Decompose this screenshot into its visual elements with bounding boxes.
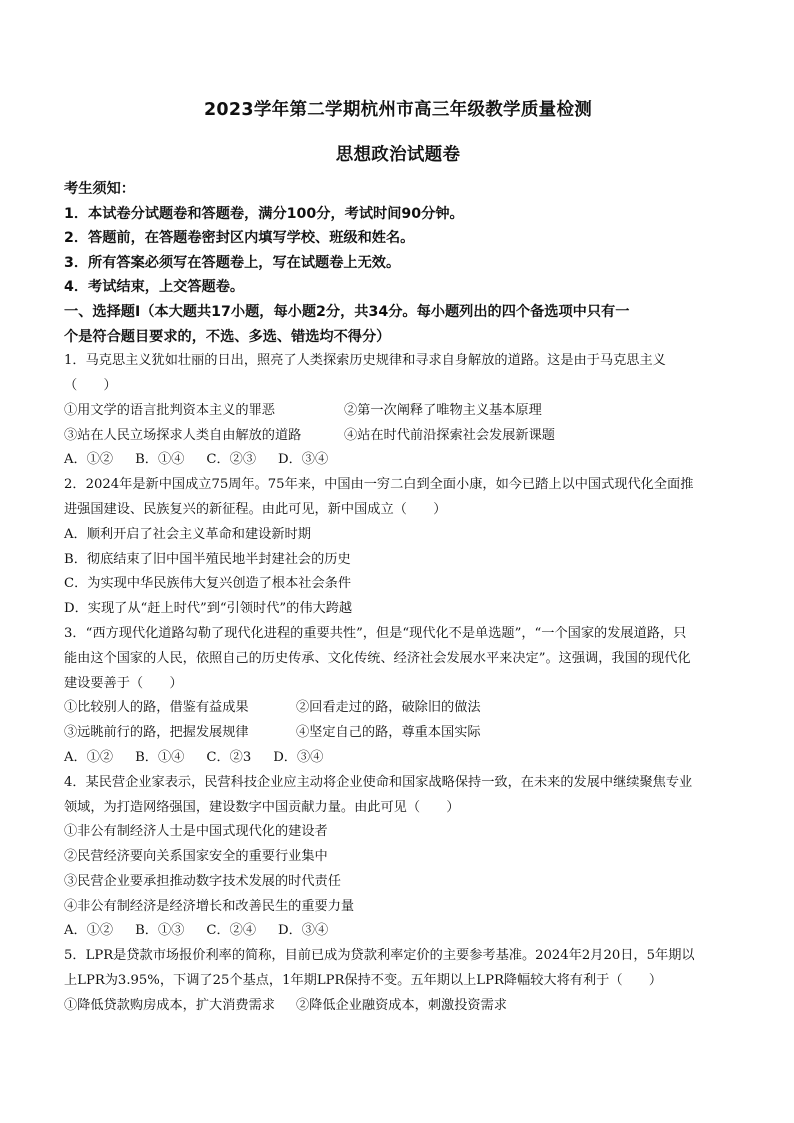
answer-choices xyxy=(64,919,732,944)
answer-choice: D．③④ xyxy=(278,452,329,468)
option: C．为实现中华民族伟大复兴创造了根本社会条件 xyxy=(64,576,352,592)
question-stem: 2．2024年是新中国成立75周年。75年来，中国由一穷二白到全面小康，如今已踏上以中国式现代化全面推 xyxy=(64,477,694,493)
option: ①降低贷款购房成本，扩大消费需求 xyxy=(64,997,275,1013)
answer-choice: A．①② xyxy=(64,452,114,468)
option: ③远眺前行的路，把握发展规律 xyxy=(64,725,249,741)
question-stem: 3．“西方现代化道路勾勒了现代化进程的重要共性”，但是“现代化不是单选题”，“一个国家的发展道路，只 xyxy=(64,625,687,641)
option: ④非公有制经济是经济增长和改善民生的重要力量 xyxy=(64,898,355,914)
option: ②第一次阐释了唯物主义基本原理 xyxy=(344,402,542,418)
notice-item: 4．考试结束，上交答题卷。 xyxy=(64,279,245,296)
option: ①非公有制经济人士是中国式现代化的建设者 xyxy=(64,824,328,840)
option: D．实现了从“赶上时代”到“引领时代”的伟大跨越 xyxy=(64,601,353,617)
question-2 xyxy=(64,473,732,622)
answer-choice: C．②④ xyxy=(206,923,257,939)
exam-subtitle: 思想政治试题卷 xyxy=(335,145,461,165)
option: ②民营经济要向关系国家安全的重要行业集中 xyxy=(64,849,328,865)
option-row xyxy=(64,994,732,1019)
question-3 xyxy=(64,622,732,771)
question-stem: 进强国建设、民族复兴的新征程。由此可见，新中国成立（ ） xyxy=(64,501,447,517)
question-5 xyxy=(64,944,732,1018)
question-stem: 建设要善于（ ） xyxy=(64,675,183,691)
option: ③民营企业要承担推动数字技术发展的时代责任 xyxy=(64,873,341,889)
question-1 xyxy=(64,349,732,473)
section-heading xyxy=(64,300,732,349)
notice-heading: 考生须知： xyxy=(64,181,135,197)
option: ④站在时代前沿探索社会发展新课题 xyxy=(344,427,555,443)
question-4 xyxy=(64,771,732,945)
question-stem: 4．某民营企业家表示，民营科技企业应主动将企业使命和国家战略保持一致，在未来的发展中继续聚焦专业 xyxy=(64,774,693,790)
answer-choices xyxy=(64,448,732,473)
question-stem: 1．马克思主义犹如壮丽的日出，照亮了人类探索历史规律和寻求自身解放的道路。这是由于马克思主义 xyxy=(64,353,666,369)
notice-item: 3．所有答案必须写在答题卷上，写在试题卷上无效。 xyxy=(64,254,401,271)
notice-item: 1．本试卷分试题卷和答题卷，满分100分，考试时间90分钟。 xyxy=(64,205,464,222)
question-stem: 5．LPR是贷款市场报价利率的简称，目前已成为贷款利率定价的主要参考基准。2024年2月20日，5年期以 xyxy=(64,948,695,964)
option-row xyxy=(64,696,732,721)
option: ④坚定自己的路，尊重本国实际 xyxy=(296,725,481,741)
exam-page xyxy=(64,96,732,1019)
question-stem: （ ） xyxy=(64,377,117,393)
answer-choice: B．①④ xyxy=(135,452,185,468)
candidate-notice xyxy=(64,177,732,300)
option: ①比较别人的路，借鉴有益成果 xyxy=(64,700,249,716)
question-stem: 能由这个国家的人民，依照自己的历史传承、文化传统、经济社会发展水平来决定”。这强调，我国的现代化 xyxy=(64,650,691,666)
option-row xyxy=(64,721,732,746)
answer-choice: B．①④ xyxy=(135,749,185,765)
answer-choice: C．②3 xyxy=(206,749,252,765)
option: ②降低企业融资成本，刺激投资需求 xyxy=(296,997,507,1013)
question-stem: 上LPR为3.95%，下调了25个基点，1年期LPR保持不变。五年期以上LPR降幅较大将有利于（ ） xyxy=(64,973,663,989)
answer-choice: A．①② xyxy=(64,749,114,765)
option: A．顺利开启了社会主义革命和建设新时期 xyxy=(64,526,311,542)
notice-item: 2．答题前，在答题卷密封区内填写学校、班级和姓名。 xyxy=(64,230,415,247)
option-row xyxy=(64,424,732,449)
option: ②回看走过的路，破除旧的做法 xyxy=(296,700,481,716)
answer-choice: A．①② xyxy=(64,923,114,939)
answer-choice: D．③④ xyxy=(273,749,324,765)
option: ③站在人民立场探求人类自由解放的道路 xyxy=(64,427,302,443)
answer-choices xyxy=(64,746,732,771)
answer-choice: B．①③ xyxy=(135,923,185,939)
answer-choice: D．③④ xyxy=(278,923,329,939)
answer-choice: C．②③ xyxy=(206,452,257,468)
question-stem: 领域，为打造网络强国，建设数字中国贡献力量。由此可见（ ） xyxy=(64,799,460,815)
exam-title: 2023学年第二学期杭州市高三年级教学质量检测 xyxy=(203,100,593,120)
option: ①用文学的语言批判资本主义的罪恶 xyxy=(64,402,275,418)
option: B．彻底结束了旧中国半殖民地半封建社会的历史 xyxy=(64,551,351,567)
option-row xyxy=(64,399,732,424)
section-heading-line: 个是符合题目要求的，不选、多选、错选均不得分） xyxy=(64,328,391,345)
section-heading-line: 一、选择题Ⅰ（本大题共17小题，每小题2分，共34分。每小题列出的四个备选项中只有一 xyxy=(64,303,630,320)
